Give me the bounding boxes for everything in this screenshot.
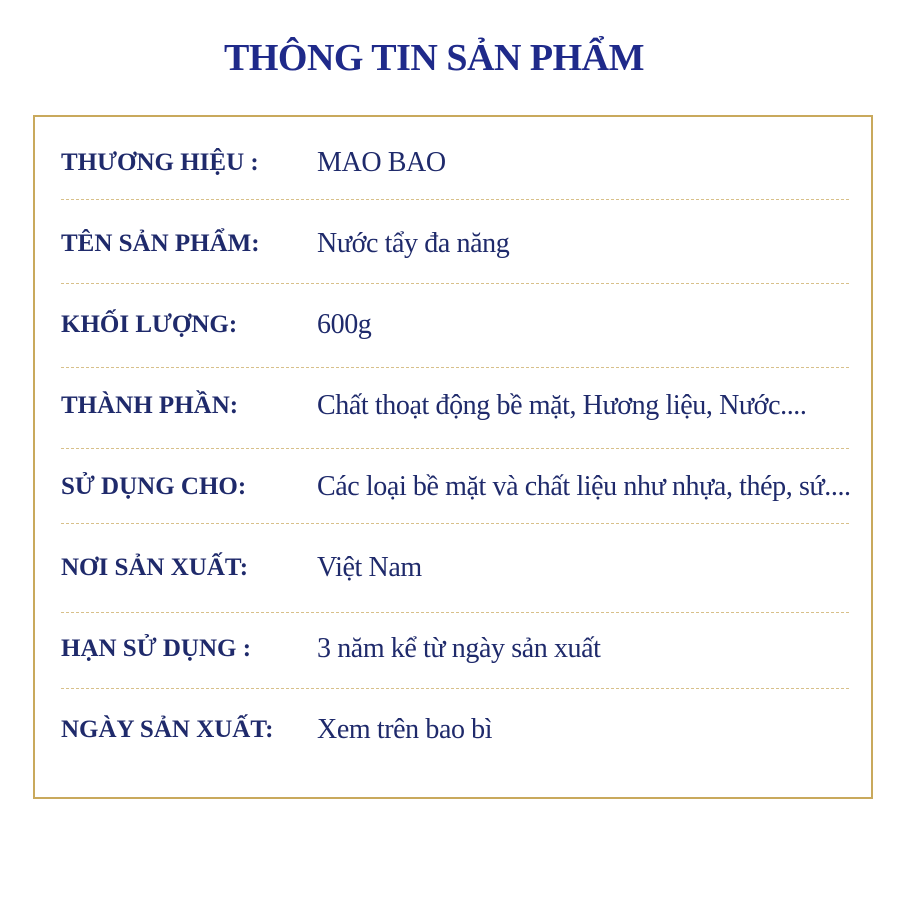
- weight-value: 600g: [317, 309, 372, 340]
- ingredients-label: THÀNH PHẦN:: [61, 392, 239, 419]
- brand-label: THƯƠNG HIỆU :: [61, 149, 259, 176]
- product-name-value: Nước tẩy đa năng: [317, 228, 510, 259]
- usage-label: SỬ DỤNG CHO:: [61, 473, 247, 500]
- product-info-panel: [33, 115, 873, 799]
- divider: [61, 612, 849, 613]
- divider: [61, 448, 849, 449]
- divider: [61, 367, 849, 368]
- page-title: THÔNG TIN SẢN PHẨM: [224, 37, 644, 79]
- expiry-label: HẠN SỬ DỤNG :: [61, 635, 252, 662]
- divider: [61, 199, 849, 200]
- divider: [61, 688, 849, 689]
- manufacture-date-label: NGÀY SẢN XUẤT:: [61, 716, 274, 743]
- origin-value: Việt Nam: [317, 552, 422, 583]
- manufacture-date-value: Xem trên bao bì: [317, 714, 493, 745]
- origin-label: NƠI SẢN XUẤT:: [61, 554, 249, 581]
- divider: [61, 523, 849, 524]
- weight-label: KHỐI LƯỢNG:: [61, 311, 238, 338]
- brand-value: MAO BAO: [317, 147, 446, 178]
- usage-value: Các loại bề mặt và chất liệu như nhựa, thép, sứ....: [317, 471, 851, 502]
- expiry-value: 3 năm kể từ ngày sản xuất: [317, 633, 601, 664]
- ingredients-value: Chất thoạt động bề mặt, Hương liệu, Nước....: [317, 390, 807, 421]
- divider: [61, 283, 849, 284]
- product-name-label: TÊN SẢN PHẨM:: [61, 230, 260, 257]
